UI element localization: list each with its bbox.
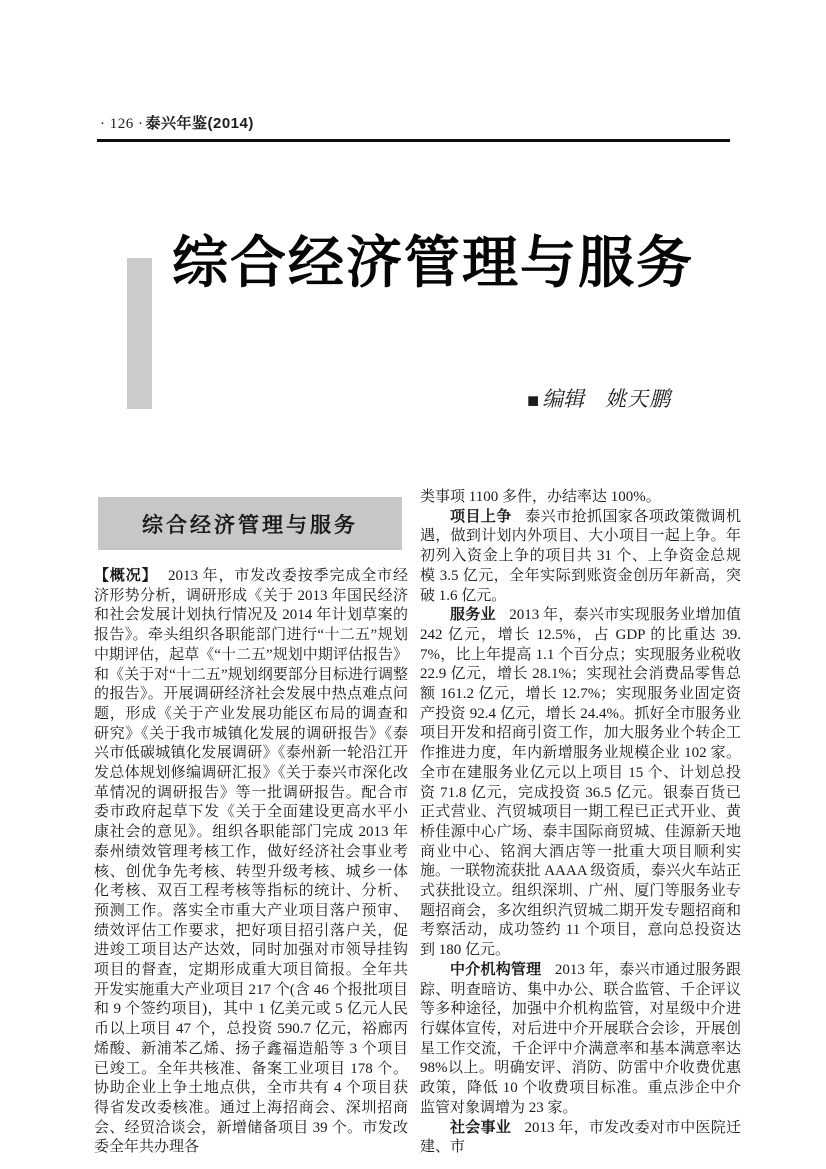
paragraph-text: 2013 年，泰兴市实现服务业增加值 242 亿元，增长 12.5%，占 GDP 的比重达 39.7%，比上年提高 1.1 个百分点；实现服务业税收 22.9 亿元，增长 28.1%；实现社会消费品零售总额 161.2 亿元，增长 12.7%；实现服务业固定资产投资 92.4 亿元，增长 24.4%。抓好全市服务业项目开发和招商引资工作，加大服务业个转企工作推进力度，年内新增服务业规模企业 102 家。全市在建服务业亿元以上项目 15 个、计划总投资 71.8 亿元，完成投资 36.5 亿元。银泰百货已正式营业、汽贸城项目一期工程已正式开业、黄桥佳源中心广场、泰丰国际商贸城、佳源新天地商业中心、铭润大酒店等一批重大项目顺利实施。一联物流获批 AAAA 级资质，泰兴火车站正式获批设立。组织深圳、广州、厦门等服务业专题招商会，多次组织汽贸城二期开发专题招商和考察活动，成功签约 11 个项目，意向总投资达到 180 亿元。 (420, 607, 741, 959)
paragraph-text: 泰兴市抢抓国家各项政策微调机遇，做到计划内外项目、大小项目一起上争。年初列入资金上争的项目共 31 个、上争资金总规模 3.5 亿元，全年实际到账资金创历年新高，突破 1.6 亿元。 (420, 508, 741, 604)
right-column (420, 488, 741, 1158)
book-title: 泰兴年鉴(2014) (145, 115, 254, 132)
paragraph-intermediary-management (420, 961, 741, 1119)
paragraph-project-funding (420, 508, 741, 607)
section-heading: 综合经济管理与服务 (142, 513, 358, 537)
paragraph-text: 2013 年，市发改委对市中医院迁建、市 (420, 1119, 741, 1156)
editor-name: 姚天鹏 (605, 387, 672, 411)
paragraph-service-industry (420, 606, 741, 961)
paragraph-label: 中介机构管理 (450, 961, 542, 978)
editor-role-label: 编辑 (542, 387, 585, 411)
paragraph-label: 服务业 (450, 607, 496, 624)
overview-continuation-text: 类事项 1100 多件，办结率达 100%。 (420, 489, 661, 505)
chapter-accent-bar (127, 258, 152, 409)
left-column (94, 567, 408, 1158)
paragraph-text: 2013 年，泰兴市通过服务跟踪、明查暗访、集中办公、联合监管、千企评议等多种途径，加强中介机构监管，对星级中介进行媒体宣传，对后进中介开展联合会诊，开展创星工作交流，千企评中介满意率和基本满意率达 98%以上。明确安评、消防、防雷中介收费优惠政策，降低 10 个收费项目标准。重点涉企中介监管对象调增为 23 家。 (420, 961, 741, 1116)
editor-square-icon: ■ (527, 390, 540, 412)
page-number: · 126 · (100, 116, 144, 132)
header-rule (97, 139, 730, 142)
overview-label: 【概况】 (94, 568, 158, 584)
paragraph-social-undertakings (420, 1119, 741, 1158)
overview-continuation (420, 488, 741, 508)
chapter-title: 综合经济管理与服务 (172, 233, 694, 295)
editor-line (527, 386, 671, 414)
overview-text: 2013 年，市发改委按季完成全市经济形势分析，调研形成《关于 2013 年国民经济和社会发展计划执行情况及 2014 年计划草案的报告》。牵头组织各职能部门进行“十二五”规划中期评估，起草《“十二五”规划中期评估报告》和《关于对“十二五”规划纲要部分目标进行调整的报告》。开展调研经济社会发展中热点难点问题，形成《关于产业发展功能区布局的调查和研究》《关于我市城镇化发展的调研报告》《泰兴市低碳城镇化发展调研》《泰州新一轮沿江开发总体规划修编调研汇报》《关于泰兴市深化改革情况的调研报告》等一批调研报告。配合市委市政府起草下发《关于全面建设更高水平小康社会的意见》。组织各职能部门完成 2013 年泰州绩效管理考核工作，做好经济社会事业考核、创优争先考核、转型升级考核、城乡一体化考核、双百工程考核等指标的统计、分析、预测工作。落实全市重大产业项目落户预审、绩效评估工作要求，把好项目招引落户关，促进竣工项目达产达效，同时加强对市领导挂钩项目的督查，定期形成重大项目简报。全年共开发实施重大产业项目 217 个(含 46 个报批项目和 9 个签约项目)，其中 1 亿美元或 5 亿元人民币以上项目 47 个，总投资 590.7 亿元，裕廊丙烯酸、新浦苯乙烯、扬子鑫福造船等 3 个项目已竣工。全年共核准、备案工业项目 178 个。协助企业上争土地点供，全市共有 4 个项目获得省发改委核准。通过上海招商会、深圳招商会、经贸洽谈会，新增储备项目 39 个。市发改委全年共办理各 (94, 568, 408, 1156)
overview-paragraph (94, 567, 408, 1158)
paragraph-label: 项目上争 (450, 508, 512, 525)
running-header (100, 112, 254, 133)
paragraph-label: 社会事业 (450, 1119, 511, 1136)
section-heading-box (98, 497, 402, 550)
